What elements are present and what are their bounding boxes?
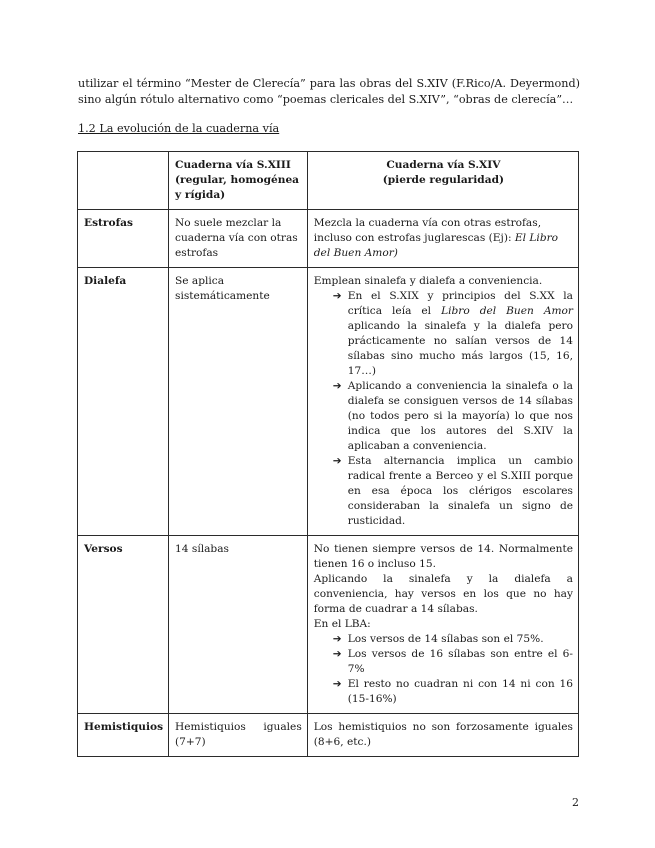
arrow-icon: ➔ [332,648,342,660]
arrow-icon: ➔ [332,455,342,467]
list-item [332,647,573,677]
dialefa-xiv [307,268,578,536]
versos-xiii: 14 sílabas [169,536,308,714]
list-item [332,454,573,529]
bullet-text: El resto no cuadran ni con 14 ni con 16 (15-16%) [347,678,573,705]
header-xiii: Cuaderna vía S.XIII (regular, homogénea y rígida) [169,152,308,210]
bullet-title: Libro del Buen Amor [441,305,573,317]
bullet-text: Los versos de 14 sílabas son el 75%. [347,633,544,645]
comparison-table [77,151,579,757]
row-label-estrofas: Estrofas [78,210,169,268]
hemistiquios-xiii: Hemistiquios iguales (7+7) [169,714,308,757]
bullet-text: Esta alternancia implica un cambio radical frente a Berceo y el S.XIII porque en esa época los clérigos escolares consideraban la sinalefa un signo de rusticidad. [347,455,573,527]
versos-bullet-list [314,632,573,707]
row-label-versos: Versos [78,536,169,714]
section-title: 1.2 La evolución de la cuaderna vía [78,122,280,135]
table-row-estrofas [78,210,579,268]
list-item [332,677,573,707]
intro-text: utilizar el término “Mester de Clerecía” para las obras del S.XIV (F.Rico/A. Deyermond) sino algún rótulo alternativo como “poemas clericales del S.XIV”, “obras de clerecía”… [78,77,580,106]
hemistiquios-xiv: Los hemistiquios no son forzosamente iguales (8+6, etc.) [307,714,578,757]
versos-xiv-p1: No tienen siempre versos de 14. Normalmente tienen 16 o incluso 15. [313,543,573,570]
bullet-text: aplicando la sinalefa y la dialefa pero prácticamente no salían versos de 14 sílabas sino mucho más largos (15, 16, 17…) [347,320,573,377]
arrow-icon: ➔ [332,290,342,302]
bullet-text: Aplicando a conveniencia la sinalefa o la dialefa se consiguen versos de 14 sílabas (no todos pero si la mayoría) lo que nos indica que los autores del S.XIV la aplicaban a conveniencia. [347,380,573,452]
dialefa-xiii: Se aplica sistemáticamente [169,268,308,536]
header-xiv-line1: Cuaderna vía S.XIV [386,159,501,171]
table-row-hemistiquios [78,714,579,757]
header-empty-cell [78,152,169,210]
list-item [332,289,573,379]
header-xiv [307,152,578,210]
estrofas-xiv-text: Mezcla la cuaderna vía con otras estrofas, incluso con estrofas juglarescas (Ej): [313,217,542,244]
arrow-icon: ➔ [332,380,342,392]
estrofas-xiv-title: El Libro del Buen Amor) [313,232,559,259]
versos-xiv [307,536,578,714]
bullet-text: Los versos de 16 sílabas son entre el 6-7% [347,648,573,675]
header-xiv-line2: (pierde regularidad) [382,174,504,186]
table-header-row [78,152,579,210]
estrofas-xiv [307,210,578,268]
intro-paragraph [78,76,580,108]
bullet-text: En el S.XIX y principios del S.XX la crítica leía el [347,290,573,317]
dialefa-bullet-list [314,289,573,529]
row-label-hemistiquios: Hemistiquios [78,714,169,757]
list-item [332,632,573,647]
estrofas-xiii: No suele mezclar la cuaderna vía con otras estrofas [169,210,308,268]
versos-xiv-p3: En el LBA: [313,618,371,630]
list-item [332,379,573,454]
row-label-dialefa: Dialefa [78,268,169,536]
table-row-versos [78,536,579,714]
versos-xiv-p2: Aplicando la sinalefa y la dialefa a conveniencia, hay versos en los que no hay forma de cuadrar a 14 sílabas. [313,573,573,615]
page-number: 2 [572,796,579,809]
arrow-icon: ➔ [332,633,342,645]
arrow-icon: ➔ [332,678,342,690]
table-row-dialefa [78,268,579,536]
dialefa-xiv-intro: Emplean sinalefa y dialefa a conveniencia. [313,275,543,287]
